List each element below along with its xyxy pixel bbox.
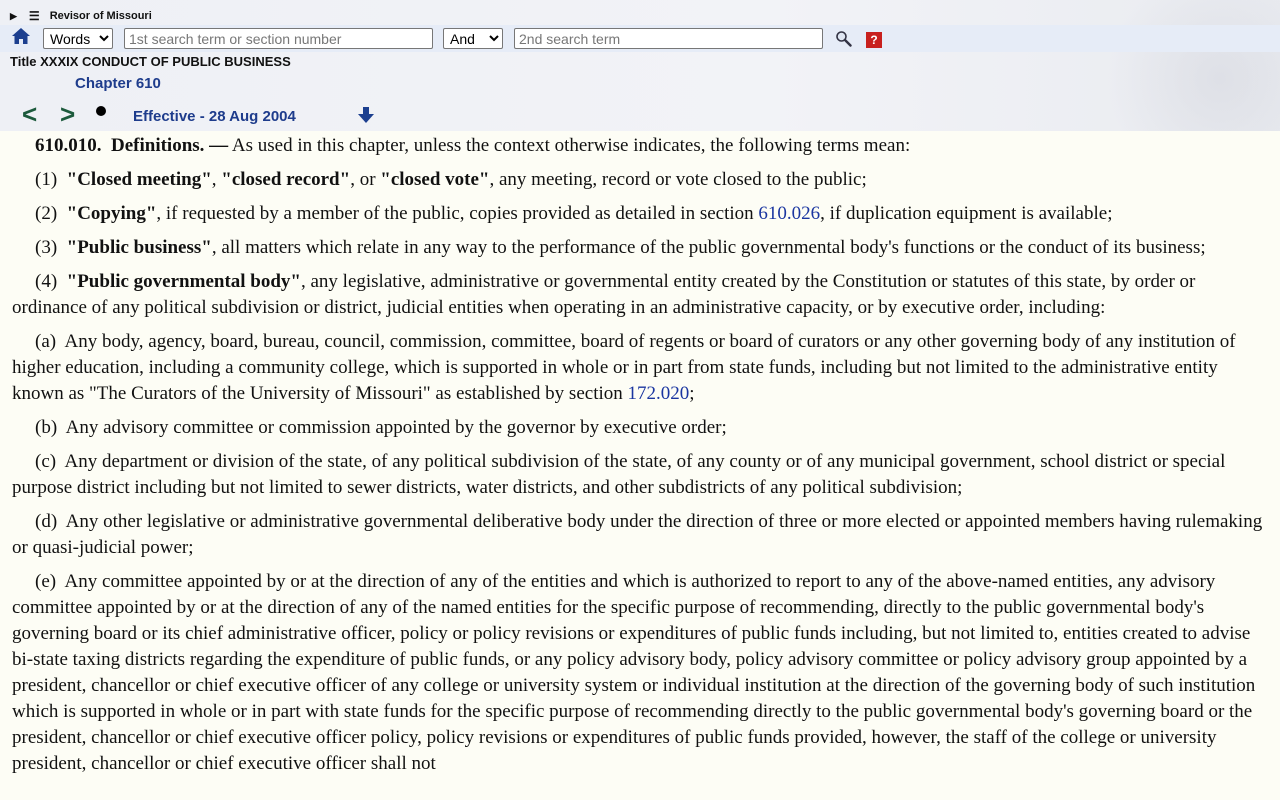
term: "Closed meeting" — [66, 169, 212, 190]
page-header — [0, 0, 1280, 131]
section-nav — [0, 100, 600, 128]
definition-text: , any meeting, record or vote closed to the public; — [489, 169, 867, 190]
title-heading: Title XXXIX CONDUCT OF PUBLIC BUSINESS — [10, 54, 291, 69]
subdivision-e — [0, 569, 1280, 777]
definition-3 — [0, 235, 1280, 261]
item-number: (c) — [35, 451, 57, 472]
home-icon[interactable] — [11, 26, 31, 46]
subdivision-text: ; — [689, 383, 695, 404]
item-number: (2) — [35, 203, 58, 224]
definition-2 — [0, 201, 1280, 227]
term: "closed vote" — [380, 169, 490, 190]
next-section-button[interactable]: > — [60, 99, 76, 129]
site-name: Revisor of Missouri — [49, 10, 152, 22]
definition-1 — [0, 167, 1280, 193]
item-number: (1) — [35, 169, 58, 190]
statute-content — [0, 131, 1280, 800]
search-bar — [0, 25, 1280, 52]
section-heading: Definitions. — — [111, 135, 229, 156]
item-number: (a) — [35, 331, 57, 352]
subdivision-text: Any committee appointed by or at the direction of any of the entities and which is authorized to report to any of the above-named entities, any advisory committee appointed by or at the direction of any of the named entities for the specific purpose of recommending, directly to the public governmental body's governing board or its chief administrative officer, policy or policy revisions or expenditures of public funds including, but not limited to, entities created to advise bi-state taxing districts regarding the expenditure of public funds, or any policy advisory body, policy advisory committee or policy advisory group appointed by a president, chancellor or chief executive officer of any college or university system or individual institution at the direction of the governing body of such institution which is supported in whole or in part with state funds for the specific purpose of recommending directly to the public governmental body's governing board or the president, chancellor or chief executive officer policy, policy revisions or expenditures of public funds provided, however, the staff of the college or university president, chancellor or chief executive officer shall not — [12, 571, 1256, 774]
subdivision-a — [0, 329, 1280, 407]
search-operator-select[interactable] — [443, 28, 503, 49]
bullet-icon[interactable] — [96, 106, 106, 116]
expand-triangle-icon[interactable]: ▶ — [10, 10, 17, 21]
previous-section-button[interactable]: < — [22, 99, 38, 129]
section-link-610-026[interactable]: 610.026 — [758, 203, 821, 224]
definition-text: , any legislative, administrative or governmental entity created by the Constitution or statutes of this state, by order or ordinance of any political subdivision or district, judicial entities when operating in an administrative capacity, or by executive order, including: — [12, 271, 1196, 318]
arrow-down-icon[interactable] — [358, 106, 374, 124]
search-mode-select[interactable] — [43, 28, 113, 49]
term: "Public business" — [66, 237, 212, 258]
definition-text: , if duplication equipment is available; — [820, 203, 1113, 224]
term: "Public governmental body" — [66, 271, 301, 292]
definition-4 — [0, 269, 1280, 321]
header-decoration — [1080, 0, 1280, 131]
item-number: (4) — [35, 271, 58, 292]
definition-text: , all matters which relate in any way to the performance of the public governmental body's functions or the conduct of its business; — [211, 237, 1206, 258]
separator: , — [211, 169, 222, 190]
subdivision-c — [0, 449, 1280, 501]
subdivision-text: Any body, agency, board, bureau, council, commission, committee, board of regents or board of curators or any other governing body of any institution of higher education, including a community college, which is supported in whole or in part from state funds, including but not limited to the administrative entity known as "The Curators of the University of Missouri" as established by section — [12, 331, 1236, 404]
section-number: 610.010. — [35, 135, 102, 156]
item-number: (3) — [35, 237, 58, 258]
section-link-172-020[interactable]: 172.020 — [627, 383, 690, 404]
help-button[interactable]: ? — [866, 32, 882, 48]
subdivision-d — [0, 509, 1280, 561]
item-number: (e) — [35, 571, 57, 592]
subdivision-text: Any department or division of the state, of any political subdivision of the state, of any county or of any municipal government, school district or special purpose district including but not limited to sewer districts, water districts, and other subdistricts of any political subdivision; — [12, 451, 1226, 498]
definition-text: , if requested by a member of the public, copies provided as detailed in section — [156, 203, 759, 224]
top-bar — [10, 8, 152, 24]
term: "closed record" — [221, 169, 351, 190]
chapter-link[interactable]: Chapter 610 — [75, 75, 161, 92]
search-icon[interactable] — [835, 30, 852, 47]
separator: , or — [350, 169, 381, 190]
term: "Copying" — [66, 203, 157, 224]
subdivision-text: Any other legislative or administrative governmental deliberative body under the direction of three or more elected or appointed members having rulemaking or quasi-judicial power; — [12, 511, 1263, 558]
search-term-2-input[interactable] — [514, 28, 823, 49]
search-term-1-input[interactable] — [124, 28, 433, 49]
effective-date: Effective - 28 Aug 2004 — [133, 108, 296, 125]
section-intro-text: As used in this chapter, unless the context otherwise indicates, the following terms mean: — [228, 135, 911, 156]
section-intro — [0, 133, 1280, 159]
item-number: (d) — [35, 511, 58, 532]
menu-icon[interactable]: ☰ — [28, 9, 40, 23]
item-number: (b) — [35, 417, 58, 438]
subdivision-b — [0, 415, 1280, 441]
subdivision-text: Any advisory committee or commission appointed by the governor by executive order; — [65, 417, 727, 438]
